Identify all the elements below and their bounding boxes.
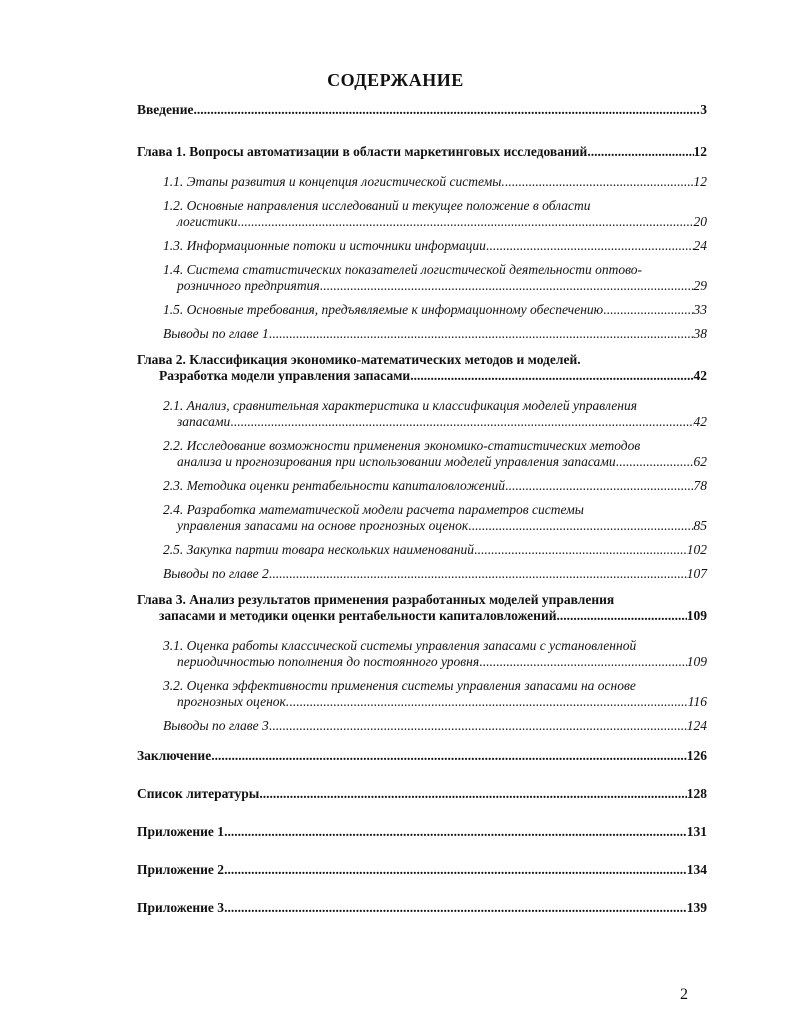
- toc-entry-page: 126: [686, 748, 707, 763]
- toc-entry-page: 85: [693, 518, 707, 533]
- toc-entry-label-last-line: управления запасами на основе прогнозных оценок: [177, 518, 469, 533]
- dot-leader: [237, 214, 693, 230]
- dot-leader: [410, 368, 693, 384]
- toc-entry-label: 1.3. Информационные потоки и источники информации: [163, 238, 486, 253]
- toc-entry-page: 109: [686, 608, 707, 623]
- toc-entry-label: 2.3. Методика оценки рентабельности капиталовложений: [163, 478, 505, 493]
- toc-entry-label: 1.1. Этапы развития и концепция логистической системы.: [163, 174, 505, 189]
- toc-entry-page: 134: [686, 862, 707, 877]
- table-of-contents: [137, 102, 707, 916]
- toc-entry-references[interactable]: [137, 786, 707, 802]
- toc-entry-label: Глава 1. Вопросы автоматизации в области маркетинговых исследований: [137, 144, 588, 159]
- toc-entry-label-last-line: розничного предприятия: [177, 278, 320, 293]
- dot-leader: [269, 566, 687, 582]
- toc-entry-appendix-1[interactable]: [137, 824, 707, 840]
- toc-entry-label: Приложение 3: [137, 900, 225, 915]
- toc-entry-page: 12: [693, 144, 707, 159]
- toc-entry-label-first-line: 1.4. Система статистических показателей логистической деятельности оптово-: [163, 262, 642, 277]
- dot-leader: [616, 454, 694, 470]
- toc-entry-page: 128: [686, 786, 707, 801]
- toc-entry-page: 109: [686, 654, 707, 669]
- toc-entry-label: Заключение: [137, 748, 212, 763]
- toc-entry-label-last-line: запасами: [177, 414, 231, 429]
- toc-entry-label: Приложение 1: [137, 824, 225, 839]
- dot-leader: [224, 900, 687, 916]
- dot-leader: [320, 278, 694, 294]
- dot-leader: [468, 518, 693, 534]
- toc-entry-section-1-4[interactable]: [137, 262, 707, 294]
- dot-leader: [587, 144, 693, 160]
- toc-entry-conclusion[interactable]: [137, 748, 707, 764]
- dot-leader: [479, 654, 687, 670]
- toc-entry-page: 24: [693, 238, 707, 253]
- toc-entry-section-2-2[interactable]: [137, 438, 707, 470]
- dot-leader: [263, 786, 687, 802]
- toc-entry-section-1-5[interactable]: [137, 302, 707, 318]
- dot-leader: [269, 718, 687, 734]
- toc-entry-chapter-3-conclusions[interactable]: [137, 718, 707, 734]
- toc-entry-label: Приложение 2: [137, 862, 225, 877]
- toc-entry-section-1-2[interactable]: [137, 198, 707, 230]
- toc-entry-section-2-3[interactable]: [137, 478, 707, 494]
- dot-leader: [505, 478, 694, 494]
- toc-entry-page: 116: [687, 694, 707, 709]
- toc-entry-label-last-line: запасами и методики оценки рентабельности капиталовложений.: [159, 608, 560, 623]
- toc-entry-label: 2.5. Закупка партии товара нескольких наименований: [163, 542, 474, 557]
- toc-entry-label: Введение.: [137, 102, 197, 117]
- toc-entry-label: 1.5. Основные требования, предъявляемые к информационному обеспечению: [163, 302, 604, 317]
- toc-entry-page: 139: [686, 900, 707, 915]
- toc-entry-page: 78: [693, 478, 707, 493]
- toc-entry-label: Список литературы.: [137, 786, 263, 801]
- dot-leader: [224, 824, 687, 840]
- toc-entry-section-1-1[interactable]: [137, 174, 707, 190]
- page-number: 2: [680, 986, 688, 1003]
- dot-leader: [560, 608, 687, 624]
- dot-leader: [474, 542, 687, 558]
- toc-entry-label-first-line: Глава 2. Классификация экономико-математических методов и моделей.: [137, 352, 581, 367]
- toc-entry-label: Выводы по главе 2: [163, 566, 269, 581]
- toc-entry-label-last-line: периодичностью пополнения до постоянного уровня: [177, 654, 480, 669]
- toc-entry-label: Выводы по главе 1: [163, 326, 269, 341]
- toc-entry-section-2-4[interactable]: [137, 502, 707, 534]
- toc-entry-page: 20: [693, 214, 707, 229]
- toc-entry-section-1-3[interactable]: [137, 238, 707, 254]
- toc-entry-section-2-5[interactable]: [137, 542, 707, 558]
- toc-entry-page: 62: [693, 454, 707, 469]
- dot-leader: [224, 862, 687, 878]
- dot-leader: [289, 694, 688, 710]
- toc-entry-label-last-line: Разработка модели управления запасами: [159, 368, 411, 383]
- toc-entry-chapter-1[interactable]: [137, 144, 707, 160]
- toc-entry-chapter-2[interactable]: [137, 352, 707, 384]
- dot-leader: [603, 302, 693, 318]
- toc-entry-page: 42: [693, 368, 707, 383]
- toc-entry-page: 38: [693, 326, 707, 341]
- toc-entry-page: 12: [693, 174, 707, 189]
- dot-leader: [211, 748, 687, 764]
- toc-entry-label-first-line: 3.2. Оценка эффективности применения системы управления запасами на основе: [163, 678, 636, 693]
- dot-leader: [269, 326, 694, 342]
- toc-entry-page: 29: [693, 278, 707, 293]
- page-title: СОДЕРЖАНИЕ: [327, 70, 464, 90]
- toc-entry-page: 102: [686, 542, 707, 557]
- toc-entry-section-3-1[interactable]: [137, 638, 707, 670]
- toc-entry-chapter-3[interactable]: [137, 592, 707, 624]
- toc-entry-appendix-3[interactable]: [137, 900, 707, 916]
- toc-entry-introduction[interactable]: [137, 102, 707, 118]
- toc-entry-appendix-2[interactable]: [137, 862, 707, 878]
- toc-entry-section-2-1[interactable]: [137, 398, 707, 430]
- toc-entry-page: 107: [686, 566, 707, 581]
- toc-entry-chapter-1-conclusions[interactable]: [137, 326, 707, 342]
- toc-entry-page: 42: [693, 414, 707, 429]
- toc-entry-label-last-line: логистики: [177, 214, 238, 229]
- toc-entry-label-first-line: 2.4. Разработка математической модели расчета параметров системы: [163, 502, 584, 517]
- toc-entry-label-first-line: 2.2. Исследование возможности применения экономико-статистических методов: [163, 438, 641, 453]
- toc-entry-chapter-2-conclusions[interactable]: [137, 566, 707, 582]
- toc-entry-page: 124: [686, 718, 707, 733]
- toc-entry-label-first-line: 2.1. Анализ, сравнительная характеристика и классификация моделей управления: [163, 398, 638, 413]
- toc-entry-label-last-line: прогнозных оценок.: [177, 694, 290, 709]
- toc-entry-page: 33: [693, 302, 707, 317]
- toc-entry-page: 131: [686, 824, 707, 839]
- dot-leader: [505, 174, 694, 190]
- toc-entry-label-first-line: 1.2. Основные направления исследований и текущее положение в области: [163, 198, 591, 213]
- toc-entry-label-first-line: 3.1. Оценка работы классической системы управления запасами с установленной: [163, 638, 637, 653]
- toc-entry-section-3-2[interactable]: [137, 678, 707, 710]
- dot-leader: [197, 102, 700, 118]
- toc-entry-page: 3: [700, 102, 707, 117]
- toc-entry-label: Выводы по главе 3: [163, 718, 269, 733]
- toc-entry-label-first-line: Глава 3. Анализ результатов применения разработанных моделей управления: [137, 592, 615, 607]
- toc-entry-label-last-line: анализа и прогнозирования при использовании моделей управления запасами: [177, 454, 616, 469]
- dot-leader: [230, 414, 693, 430]
- dot-leader: [486, 238, 694, 254]
